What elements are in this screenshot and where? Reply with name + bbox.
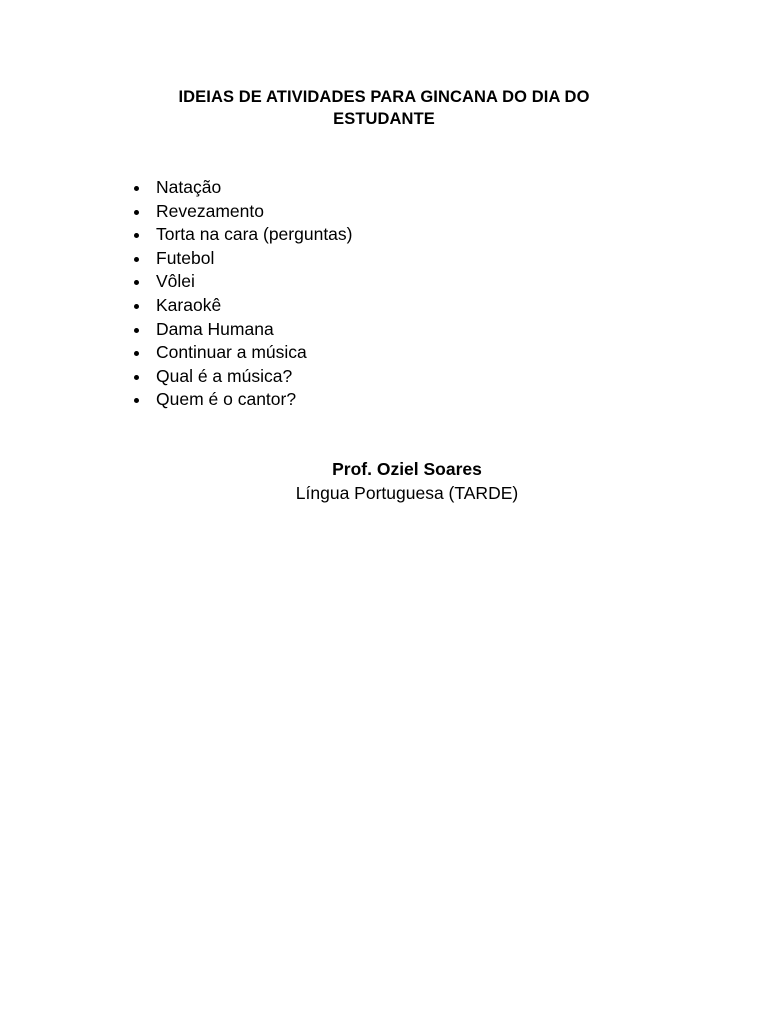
bullet-icon [134,304,139,309]
list-item-karaoke [0,294,353,318]
bullet-icon [134,257,139,262]
activity-list [0,176,353,412]
signature-block [207,457,607,505]
bullet-icon [134,398,139,403]
activity-label: Vôlei [156,271,195,292]
list-item-volei [0,270,353,294]
bullet-icon [134,210,139,215]
activity-label: Revezamento [156,200,264,221]
title-line-2: ESTUDANTE [333,110,435,128]
list-item-continuar-a-musica [0,341,353,365]
activity-label: Dama Humana [156,318,274,339]
bullet-icon [134,280,139,285]
bullet-icon [134,351,139,356]
document-title [130,86,638,130]
list-item-futebol [0,247,353,271]
activity-label: Futebol [156,247,215,268]
activity-label: Continuar a música [156,342,307,363]
bullet-icon [134,328,139,333]
bullet-icon [134,233,139,238]
author-subject: Língua Portuguesa (TARDE) [295,483,519,503]
author-name: Prof. Oziel Soares [332,459,482,479]
activity-label: Qual é a música? [156,365,293,386]
activity-label: Karaokê [156,294,222,315]
bullet-icon [134,375,139,380]
title-line-1: IDEIAS DE ATIVIDADES PARA GINCANA DO DIA DO [178,88,590,106]
bullet-icon [134,186,139,191]
list-item-revezamento [0,200,353,224]
activity-label: Quem é o cantor? [156,389,297,410]
list-item-quem-e-o-cantor [0,388,353,412]
list-item-torta-na-cara [0,223,353,247]
list-item-qual-e-a-musica [0,365,353,389]
activity-label: Torta na cara (perguntas) [156,224,353,245]
list-item-natacao [0,176,353,200]
activity-label: Natação [156,177,222,197]
list-item-dama-humana [0,318,353,342]
